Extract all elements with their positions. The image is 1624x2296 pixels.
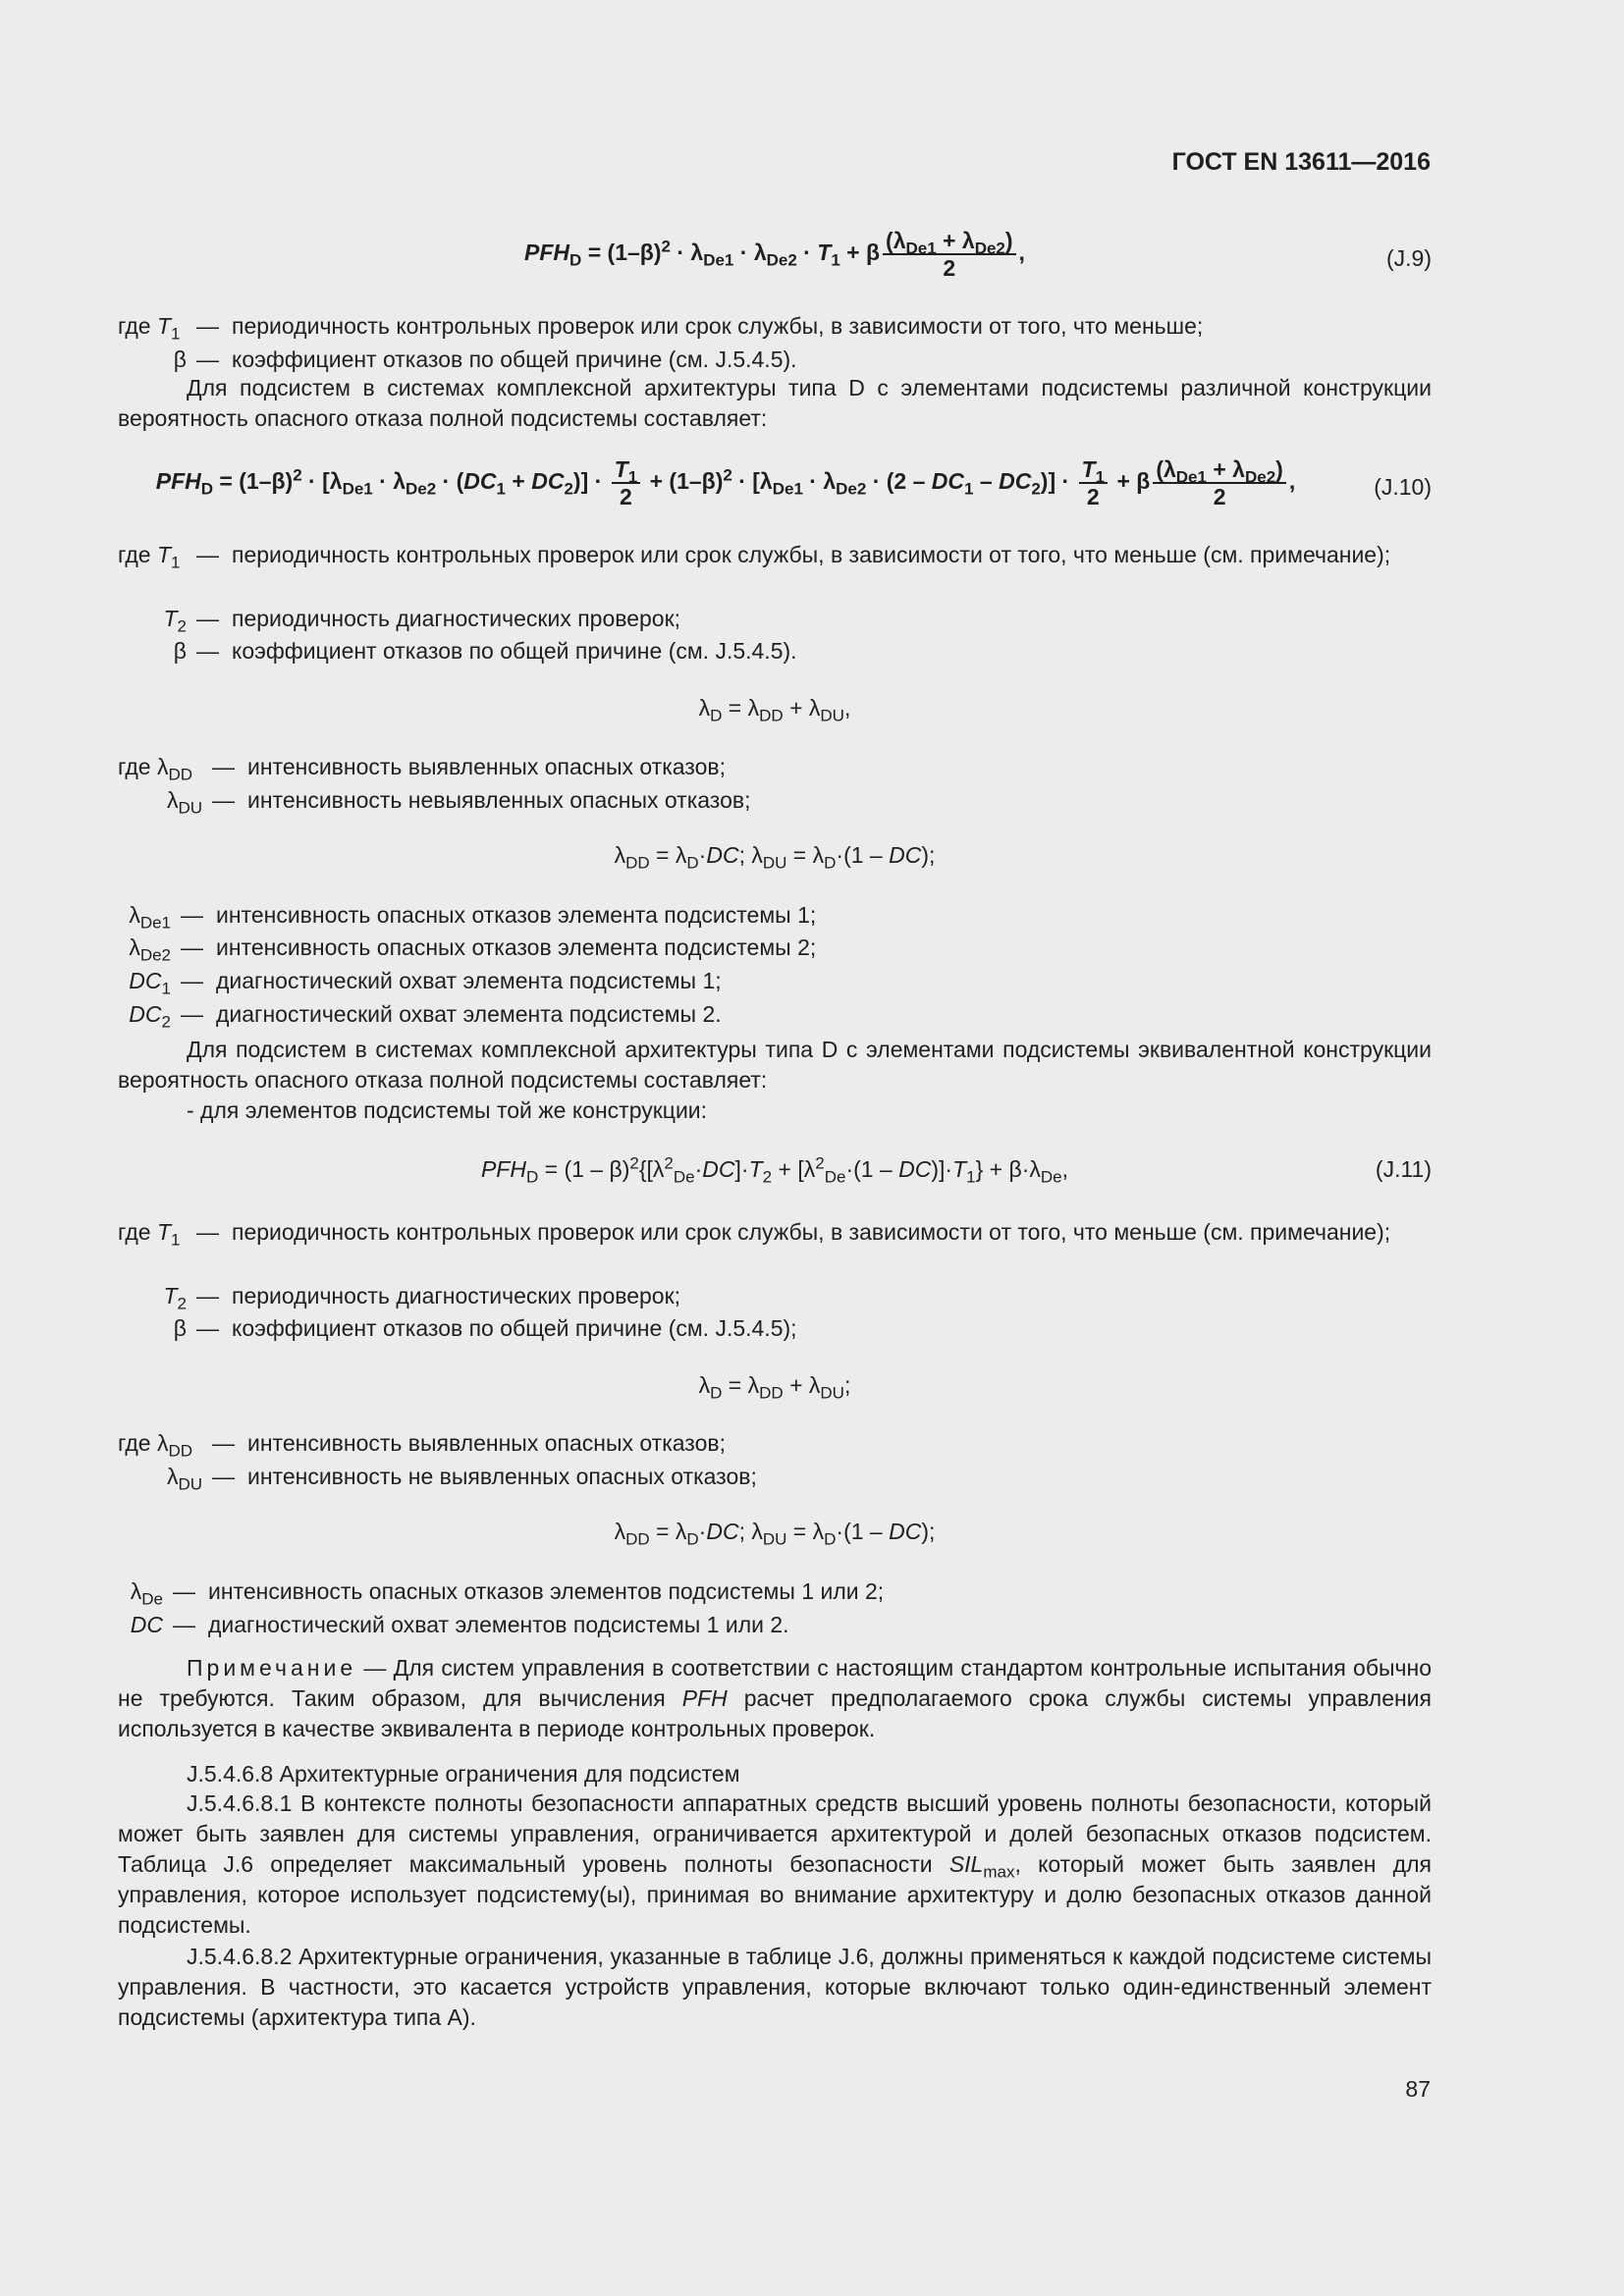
def-symbol: $\lambda_{De1}$ bbox=[129, 902, 171, 933]
def-dash: — bbox=[181, 1001, 203, 1027]
def-text: коэффициент отказов по общей причине (см. J.5.4.5); bbox=[232, 1315, 797, 1341]
def-text: диагностический охват элемента подсистемы 2. bbox=[216, 1001, 722, 1027]
def-row: где $\lambda_{DD}$ bbox=[118, 1430, 193, 1461]
def-dash: — bbox=[181, 902, 203, 928]
def-symbol: T bbox=[156, 313, 172, 339]
paragraph: J.5.4.6.8.1 В контексте полноты безопасности аппаратных средств высший уровень полноты безопасности, который может быть заявлен для системы управления, ограничивается архитектурой и долей безопасных отказов подсистем. Таблица J.6 определяет максимальный уровень полноты безопасности $SIL_{max}$, который может быть заявлен для управления, которое использует подсистему(ы), принимая во внимание архитектуру и долю безопасных отказов данной подсистемы. bbox=[118, 1790, 1432, 1938]
paragraph: J.5.4.6.8.2 Архитектурные ограничения, указанные в таблице J.6, должны применяться к каждой подсистеме системы управления. В частности, это касается устройств управления, которые включают только один-единственный элемент подсистемы (архитектура типа А). bbox=[118, 1944, 1432, 2030]
section-heading: J.5.4.6.8 Архитектурные ограничения для подсистем bbox=[187, 1761, 740, 1787]
equation-j9 bbox=[118, 228, 1432, 281]
page-number: 87 bbox=[1405, 2076, 1431, 2102]
equation-lambda-dd: $\lambda_{DD} = \lambda_D\cdot DC$; $\lambda_{DU} = \lambda_D\cdot(1 - DC)$; bbox=[614, 842, 936, 873]
def-row bbox=[118, 311, 181, 342]
def-text: диагностический охват элементов подсистемы 1 или 2. bbox=[208, 1612, 789, 1637]
def-dash: — bbox=[196, 313, 219, 339]
def-prefix: где bbox=[118, 542, 151, 567]
equation-lambda-d: $\lambda_D = \lambda_{DD} + \lambda_{DU}$, bbox=[698, 695, 851, 725]
def-dash: — bbox=[196, 1219, 219, 1245]
equation-number: (J.10) bbox=[1374, 474, 1432, 500]
def-dash: — bbox=[196, 1283, 219, 1308]
def-prefix: где bbox=[118, 313, 151, 339]
def-symbol: β bbox=[173, 347, 187, 372]
def-symbol: $\lambda_{DU}$ bbox=[166, 1464, 202, 1494]
def-text: интенсивность не выявленных опасных отказов; bbox=[247, 1464, 757, 1489]
def-dash: — bbox=[212, 787, 235, 813]
note-label: Примечание bbox=[187, 1655, 357, 1681]
def-text: интенсивность опасных отказов элемента подсистемы 1; bbox=[216, 902, 817, 928]
def-dash: — bbox=[212, 754, 235, 779]
def-dash: — bbox=[212, 1464, 235, 1489]
def-dash: — bbox=[173, 1578, 195, 1604]
def-symbol: DC bbox=[130, 1612, 163, 1637]
def-prefix: где bbox=[118, 754, 151, 779]
equation-j9-body: $PFH_D = (1-\beta)^2 \cdot \lambda_{De1} \cdot \lambda_{De2} \cdot T_1 + \beta$ $\frac{(\lambda_{De1} + \lambda_{De2})}{2}$ , bbox=[524, 228, 1025, 281]
def-symbol: β bbox=[173, 1315, 187, 1341]
equation-number: (J.11) bbox=[1375, 1156, 1432, 1182]
def-text: периодичность контрольных проверок или срок службы, в зависимости от того, что меньше (см. примечание); bbox=[232, 1219, 1391, 1245]
def-dash: — bbox=[196, 347, 219, 372]
def-row bbox=[118, 1217, 181, 1248]
def-dash: — bbox=[181, 934, 203, 960]
def-text: интенсивность выявленных опасных отказов; bbox=[247, 754, 726, 779]
def-symbol-sub: 1 bbox=[171, 1230, 181, 1250]
standard-header: ГОСТ EN 13611—2016 bbox=[1171, 148, 1431, 176]
def-symbol: $DC_1$ bbox=[129, 968, 171, 998]
def-symbol: $T_2$ bbox=[163, 1283, 187, 1313]
def-dash: — bbox=[212, 1430, 235, 1456]
equation-lambda-dd-2: $\lambda_{DD} = \lambda_D\cdot DC$; $\lambda_{DU} = \lambda_D\cdot(1 - DC)$; bbox=[614, 1519, 936, 1549]
note: Примечание — Для систем управления в соответствии с настоящим стандартом контрольные испытания обычно не требуются. Таким образом, для вычисления PFH расчет предполагаемого срока службы системы управления используется в качестве эквивалента в периоде контрольных проверок. bbox=[118, 1655, 1432, 1741]
def-dash: — bbox=[196, 542, 219, 567]
def-text: коэффициент отказов по общей причине (см. J.5.4.5). bbox=[232, 638, 797, 664]
paragraph: Для подсистем в системах комплексной архитектуры типа D с элементами подсистемы эквивалентной конструкции вероятность опасного отказа полной подсистемы составляет: bbox=[118, 1037, 1432, 1093]
def-dash: — bbox=[196, 638, 219, 664]
def-symbol: β bbox=[173, 638, 187, 664]
def-symbol: $\lambda_{De2}$ bbox=[129, 934, 171, 965]
def-text: диагностический охват элемента подсистемы 1; bbox=[216, 968, 722, 993]
def-dash: — bbox=[173, 1612, 195, 1637]
equation-j10 bbox=[118, 456, 1432, 509]
def-symbol: $\lambda_{DU}$ bbox=[166, 787, 202, 818]
def-symbol: $DC_2$ bbox=[129, 1001, 171, 1032]
def-symbol-sub: 1 bbox=[171, 324, 181, 344]
equation-j11: $PFH_D = (1 - \beta)^2\{[\lambda^2_{De}\cdot DC]\cdot T_2 + [\lambda^2_{De}\cdot(1 - DC)]\cdot T_1\} + \beta\cdot\lambda_{De}$, (J.11) bbox=[480, 1153, 1432, 1187]
def-text: периодичность диагностических проверок; bbox=[232, 1283, 681, 1308]
def-text: коэффициент отказов по общей причине (см. J.5.4.5). bbox=[232, 347, 797, 372]
def-text: интенсивность опасных отказов элемента подсистемы 2; bbox=[216, 934, 817, 960]
def-text: периодичность диагностических проверок; bbox=[232, 606, 681, 631]
def-dash: — bbox=[196, 1315, 219, 1341]
def-dash: — bbox=[196, 606, 219, 631]
def-row bbox=[118, 540, 181, 570]
paragraph: - для элементов подсистемы той же конструкции: bbox=[187, 1097, 708, 1123]
equation-number: (J.9) bbox=[1386, 245, 1432, 271]
equation-lambda-d-2: $\lambda_D = \lambda_{DD} + \lambda_{DU}$; bbox=[698, 1372, 851, 1403]
def-symbol: $T_2$ bbox=[163, 606, 187, 636]
def-text: интенсивность невыявленных опасных отказов; bbox=[247, 787, 751, 813]
def-symbol: T bbox=[156, 542, 172, 567]
def-symbol-sub: 1 bbox=[171, 553, 181, 572]
def-text: интенсивность опасных отказов элементов подсистемы 1 или 2; bbox=[208, 1578, 885, 1604]
def-text: интенсивность выявленных опасных отказов; bbox=[247, 1430, 726, 1456]
def-prefix: где bbox=[118, 1219, 151, 1245]
paragraph: Для подсистем в системах комплексной архитектуры типа D с элементами подсистемы различной конструкции вероятность опасного отказа полной подсистемы составляет: bbox=[118, 375, 1432, 431]
def-symbol: T bbox=[156, 1219, 172, 1245]
def-row: где $\lambda_{DD}$ bbox=[118, 754, 193, 784]
def-dash: — bbox=[181, 968, 203, 993]
equation-j10-body: $PFH_D = (1-\beta)^2 \cdot [\lambda_{De1} \cdot \lambda_{De2} \cdot (DC_1 + DC_2)]$ · $\frac{T_1}{2}$ + $(1-\beta)^2 \cdot [\lambda_{De1} \cdot \lambda_{De2} \cdot (2 - DC_1 - DC_2)]$ · $\frac{T_1}{2}$ + β $\frac{(\lambda_{De1} + \lambda_{De2})}{2}$ , bbox=[155, 456, 1296, 509]
def-prefix: где bbox=[118, 1430, 151, 1456]
def-text: периодичность контрольных проверок или срок службы, в зависимости от того, что меньше; bbox=[232, 313, 1204, 339]
def-text: периодичность контрольных проверок или срок службы, в зависимости от того, что меньше (см. примечание); bbox=[232, 542, 1391, 567]
def-symbol: $\lambda_{De}$ bbox=[130, 1578, 163, 1609]
